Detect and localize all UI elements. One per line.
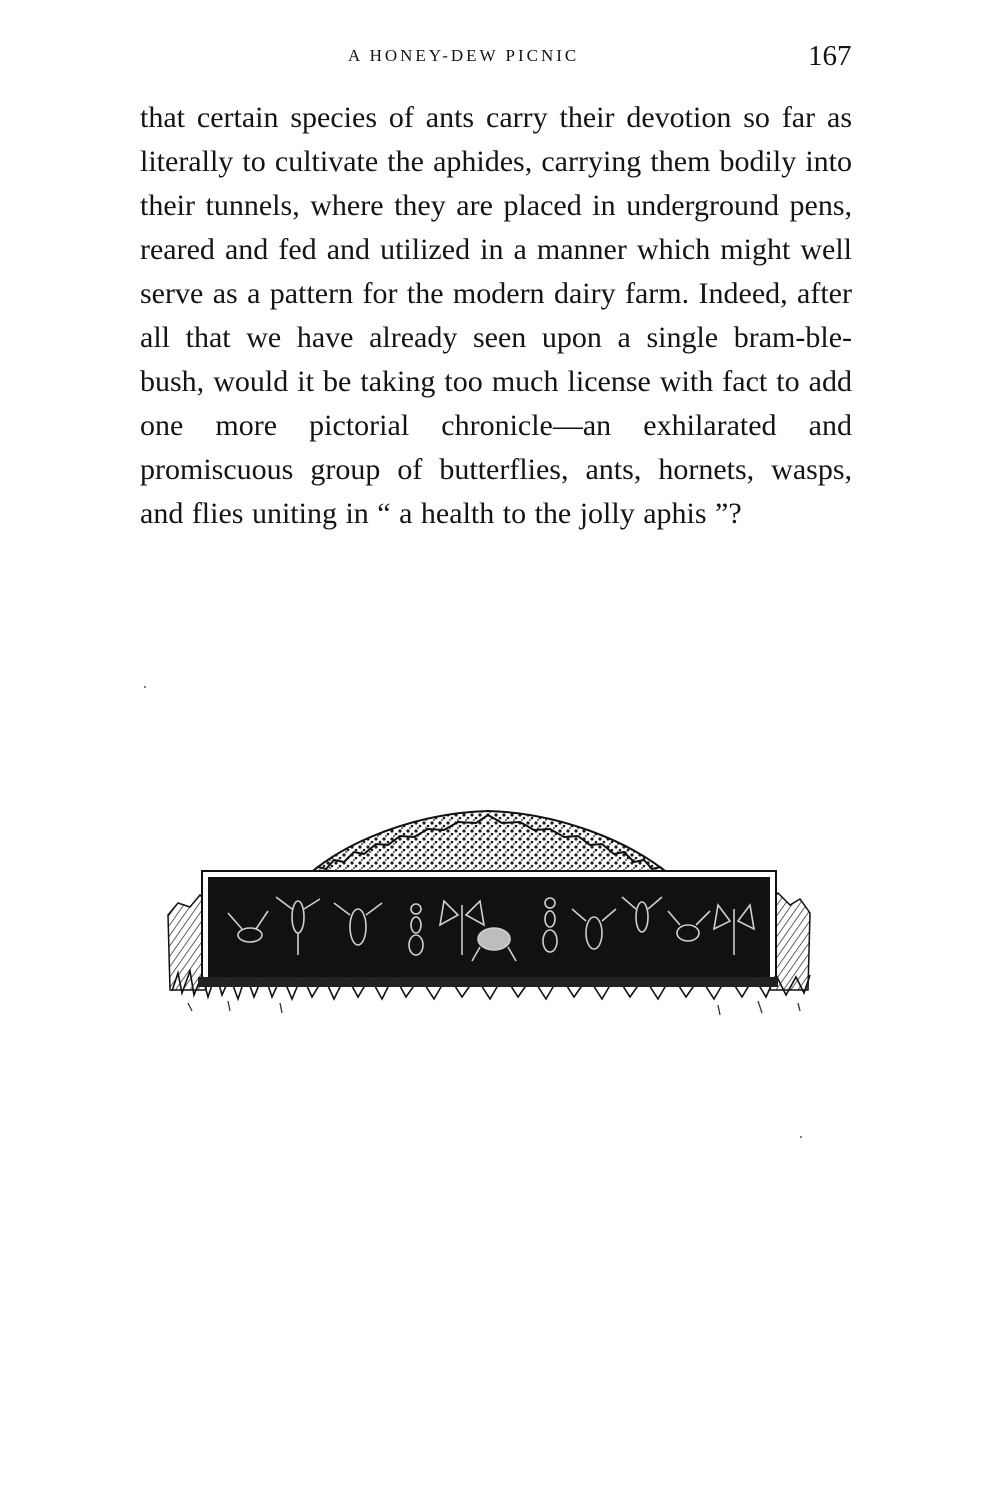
running-head <box>0 40 1000 80</box>
body-paragraph: that certain species of ants carry their devotion so far as literally to cultivate the aphides, carrying them bodily into their tunnels, where they are placed in underground pens, reared and fed and utilized in a manner which might well serve as a pattern for the modern dairy farm. Indeed, after all that we have already seen upon a single bram-ble-bush, would it be taking too much license with fact to add one more pictorial chronicle—an exhilarated and promiscuous group of butterflies, ants, hornets, wasps, and flies uniting in “ a health to the jolly aphis ”? <box>140 101 852 530</box>
page-number: 167 <box>808 40 852 72</box>
tailpiece-illustration <box>158 805 818 1020</box>
stray-mark <box>144 686 146 688</box>
grass-tufts <box>188 1001 800 1015</box>
running-title: A HONEY-DEW PICNIC <box>348 46 580 65</box>
grass-base <box>198 977 778 987</box>
left-foliage <box>168 895 206 990</box>
foliage-dome <box>308 811 670 875</box>
dark-panel <box>208 877 770 977</box>
stray-mark <box>800 1136 802 1138</box>
